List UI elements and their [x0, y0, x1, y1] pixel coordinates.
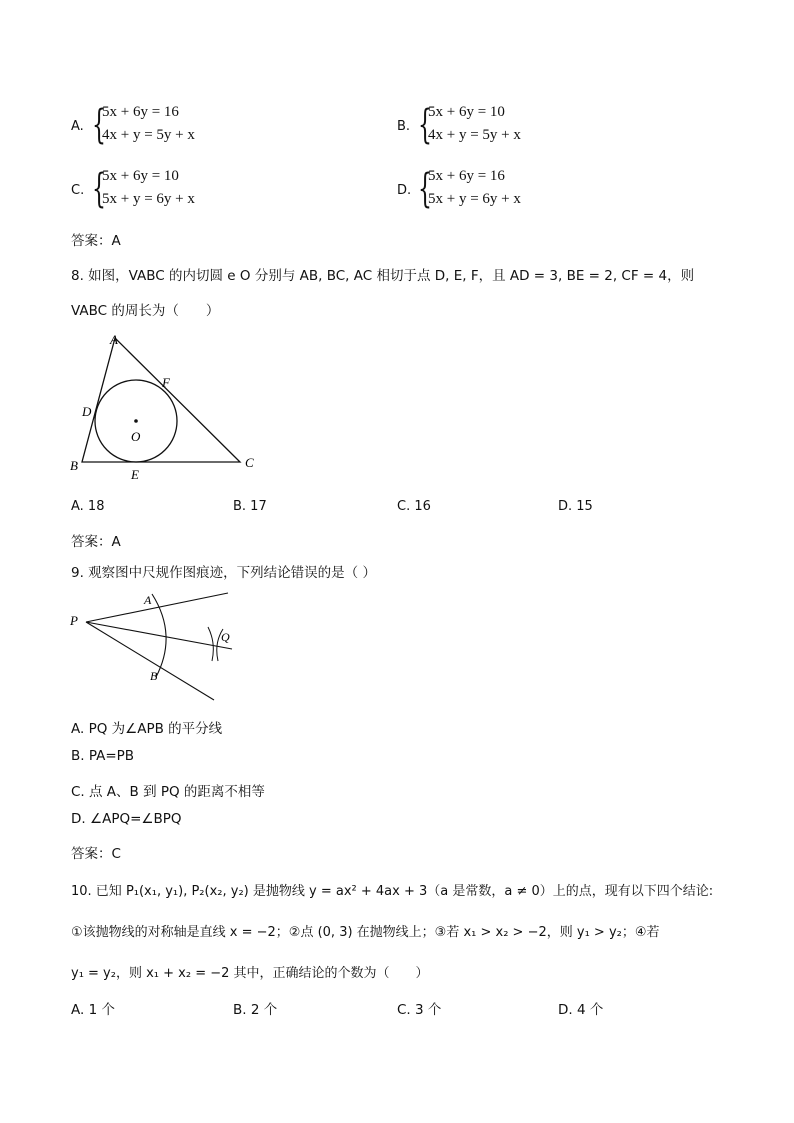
label-a: A	[110, 332, 118, 347]
q8-answer: 答案：A	[71, 534, 121, 550]
q7-option-b-label: B.	[397, 119, 411, 134]
equation: 5x + 6y = 10	[102, 168, 179, 184]
q8-option-a: A. 18	[71, 499, 105, 514]
label-b: B	[150, 669, 158, 683]
q7-answer: 答案：A	[71, 233, 121, 249]
label-a: A	[144, 593, 152, 607]
q10-stem-line3: y₁ = y₂，则 x₁ + x₂ = −2 其中，正确结论的个数为（ ）	[71, 966, 429, 981]
q9-stem: 9. 观察图中尺规作图痕迹，下列结论错误的是（ ）	[71, 565, 376, 581]
q8-stem-line2: VABC 的周长为（ ）	[71, 303, 220, 319]
label-d: D	[82, 404, 92, 419]
equation: 4x + y = 5y + x	[102, 127, 195, 143]
q9-option-b: B. PA=PB	[71, 748, 135, 764]
q10-option-b: B. 2 个	[233, 1002, 278, 1018]
brace-icon: {	[92, 166, 106, 212]
brace-icon: {	[418, 102, 432, 148]
q7-option-b-system	[418, 103, 558, 153]
q8-incircle-figure	[60, 328, 280, 488]
q10-stem-line1: 10. 已知 P₁(x₁, y₁), P₂(x₂, y₂) 是抛物线 y = ax² + 4ax + 3（a 是常数，a ≠ 0）上的点，现有以下四个结论:	[71, 884, 714, 899]
q7-option-a-system	[92, 103, 232, 153]
q7-option-c-label: C.	[71, 183, 85, 198]
q8-stem-line1: 8. 如图，VABC 的内切圆 e O 分别与 AB, BC, AC 相切于点 D, E, F，且 AD = 3, BE = 2, CF = 4，则	[71, 268, 695, 284]
q10-stem-line2: ①该抛物线的对称轴是直线 x = −2；②点 (0, 3) 在抛物线上；③若 x₁ > x₂ > −2，则 y₁ > y₂；④若	[71, 925, 660, 940]
brace-icon: {	[92, 102, 106, 148]
q8-option-d: D. 15	[558, 499, 593, 514]
q7-option-a-label: A.	[71, 119, 84, 134]
q7-option-c-system	[92, 167, 232, 217]
label-f: F	[162, 375, 170, 390]
ray-pa	[86, 593, 228, 622]
equation: 5x + 6y = 10	[428, 104, 505, 120]
triangle-abc	[82, 338, 240, 462]
q7-option-d-system	[418, 167, 558, 217]
label-b: B	[70, 458, 78, 473]
q8-option-b: B. 17	[233, 499, 267, 514]
q10-option-c: C. 3 个	[397, 1002, 442, 1018]
q9-construction-figure	[60, 585, 250, 710]
q10-option-a: A. 1 个	[71, 1002, 115, 1018]
equation: 5x + 6y = 16	[428, 168, 505, 184]
q9-answer: 答案：C	[71, 846, 121, 862]
equation: 5x + y = 6y + x	[102, 191, 195, 207]
arc-mark-1	[208, 627, 213, 661]
q10-option-d: D. 4 个	[558, 1002, 604, 1018]
label-e: E	[131, 467, 139, 482]
equation: 4x + y = 5y + x	[428, 127, 521, 143]
equation: 5x + y = 6y + x	[428, 191, 521, 207]
q7-option-d-label: D.	[397, 183, 412, 198]
label-q: Q	[221, 630, 230, 644]
q9-option-d: D. ∠APQ=∠BPQ	[71, 811, 182, 827]
q9-option-a: A. PQ 为∠APB 的平分线	[71, 721, 223, 737]
equation: 5x + 6y = 16	[102, 104, 179, 120]
q8-option-c: C. 16	[397, 499, 431, 514]
q9-option-c: C. 点 A、B 到 PQ 的距离不相等	[71, 784, 265, 800]
label-p: P	[70, 613, 78, 628]
brace-icon: {	[418, 166, 432, 212]
label-c: C	[245, 455, 254, 470]
label-o: O	[131, 429, 141, 444]
center-point	[134, 419, 138, 423]
